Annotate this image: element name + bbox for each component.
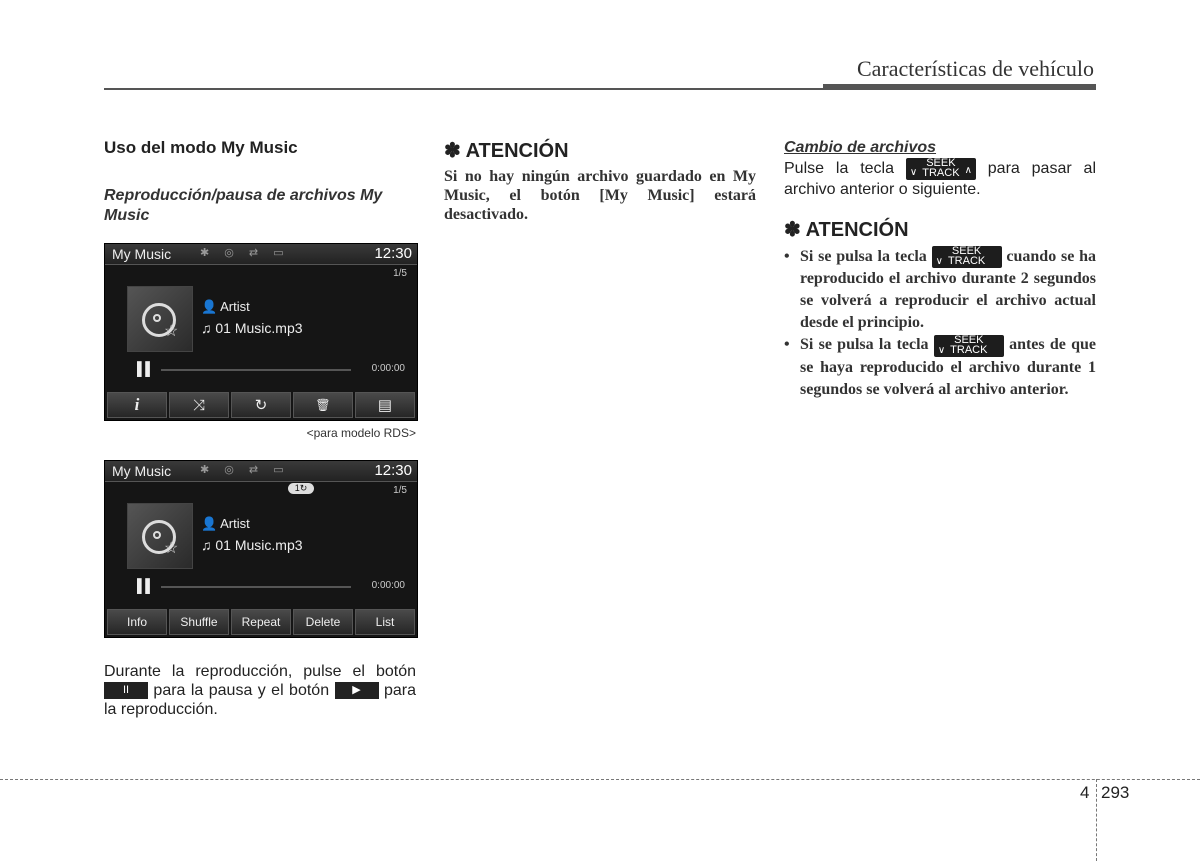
artist-row: [201, 516, 250, 532]
playback-instructions: [104, 662, 416, 719]
star-icon: ☆: [164, 323, 179, 340]
pause-key-icon: II: [104, 682, 148, 699]
attention-bullet: • Si se pulsa la tecla ∨ SEEK TRACK cuando se ha reproducido el archivo durante 2 segundos se volverá a reproducir el archivo actual desde el principio.: [784, 246, 1096, 334]
track-label: 01 Music.mp3: [215, 320, 303, 336]
column-middle: [444, 138, 756, 224]
star-icon: ☆: [164, 540, 179, 557]
track-count: 1/5: [393, 485, 407, 496]
figure-caption: <para modelo RDS>: [306, 426, 416, 440]
person-icon: 👤: [201, 299, 218, 314]
track-label: 01 Music.mp3: [215, 537, 303, 553]
list-button[interactable]: ▤: [355, 392, 415, 418]
delete-button[interactable]: 🗑: [293, 392, 353, 418]
progress-bar[interactable]: [161, 586, 351, 588]
screen-rds: [104, 243, 418, 421]
page-header-title: Características de vehículo: [856, 56, 1094, 81]
play-key-icon: ▶: [335, 682, 379, 699]
artist-label: Artist: [220, 299, 250, 314]
instr-text-2: para la pausa y el botón: [153, 682, 330, 699]
list-button[interactable]: List: [355, 609, 415, 635]
music-note-icon: ♫: [201, 537, 212, 553]
repeat-button[interactable]: ↻: [231, 392, 291, 418]
album-art: [127, 503, 193, 569]
shuffle-button[interactable]: ⤨: [169, 392, 229, 418]
progress-bar[interactable]: [161, 369, 351, 371]
column-right: [784, 138, 1096, 401]
footer-vertical-divider: [1096, 779, 1097, 861]
bluetooth-usb-icons: ✱ ◎ ⇄ ▭: [200, 247, 290, 259]
info-button[interactable]: Info: [107, 609, 167, 635]
seek-paragraph: [784, 158, 1096, 199]
repeat-one-badge: 1↻: [288, 483, 314, 494]
instr-text-1: Durante la reproducción, pulse el botón: [104, 663, 416, 680]
bluetooth-usb-icons: ✱ ◎ ⇄ ▭: [200, 464, 290, 476]
seek-track-key-icon: ∨ SEEK TRACK ∧: [906, 158, 976, 180]
delete-button[interactable]: Delete: [293, 609, 353, 635]
footer-divider: [0, 779, 1200, 780]
column-left: [104, 138, 416, 718]
seek-text-a: Pulse la tecla: [784, 160, 895, 178]
screen-clock: 12:30: [374, 245, 412, 262]
person-icon: 👤: [201, 516, 218, 531]
attention-heading: ✽ ATENCIÓN: [784, 219, 909, 241]
repeat-button[interactable]: Repeat: [231, 609, 291, 635]
shuffle-button[interactable]: Shuffle: [169, 609, 229, 635]
pause-icon[interactable]: ▌▌: [137, 361, 154, 376]
section-heading: Uso del modo My Music: [104, 138, 298, 157]
screen-standard: [104, 460, 418, 638]
track-row: [201, 537, 303, 553]
page-number: 293: [1101, 783, 1130, 802]
music-note-icon: ♫: [201, 320, 212, 336]
screen-title: My Music: [112, 463, 172, 479]
chapter-number: 4: [1080, 783, 1090, 802]
info-button[interactable]: i: [107, 392, 167, 418]
seek-track-key-icon: ∨ SEEK TRACK: [934, 335, 1004, 357]
album-art: [127, 286, 193, 352]
screen-button-row: [107, 392, 415, 418]
track-count: 1/5: [393, 268, 407, 279]
elapsed-time: 0:00:00: [371, 580, 405, 591]
screen-clock: 12:30: [374, 462, 412, 479]
elapsed-time: 0:00:00: [371, 363, 405, 374]
attention-list: [784, 246, 1096, 401]
seek-text-b: para pasar al archivo anterior o siguiente.: [784, 160, 1096, 198]
instr-text-3: para la reproducción.: [104, 682, 416, 718]
attention-bullet: • Si se pulsa la tecla ∨ SEEK TRACK antes de que se haya reproducido el archivo durante 1 segundos se volverá al archivo anterior.: [784, 334, 1096, 400]
artist-label: Artist: [220, 516, 250, 531]
screen-title: My Music: [112, 246, 172, 262]
subsection-heading: Cambio de archivos: [784, 139, 937, 156]
pause-icon[interactable]: ▌▌: [137, 578, 154, 593]
artist-row: [201, 299, 250, 315]
attention-text: Si no hay ningún archivo guardado en My Music, el botón [My Music] estará desactivado.: [444, 168, 756, 223]
header-rule-accent: [823, 84, 1096, 90]
seek-track-key-icon: ∨ SEEK TRACK: [932, 246, 1002, 268]
attention-heading: ✽ ATENCIÓN: [444, 140, 569, 162]
screen-button-row: [107, 609, 415, 635]
subsection-heading: Reproducción/pausa de archivos My Music: [104, 187, 383, 224]
track-row: [201, 320, 303, 336]
